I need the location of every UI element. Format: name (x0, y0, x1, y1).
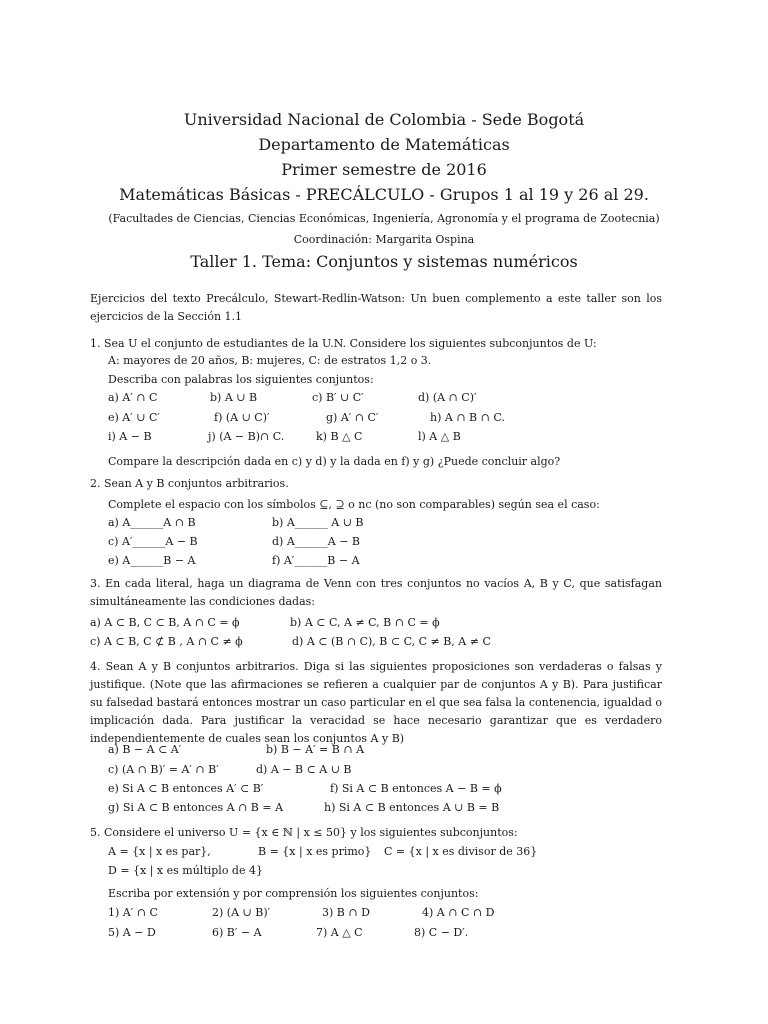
ex2-stem: 2. Sean A y B conjuntos arbitrarios. (90, 477, 289, 490)
ex5-stem: 5. Considere el universo U = {x ∈ ℕ | x ≤ 50} y los siguientes subconjuntos: (90, 826, 518, 839)
ex1-item: c) B′ ∪ C′ (312, 391, 364, 404)
ex2-item: d) A______A − B (272, 535, 361, 548)
ex4-item: c) (A ∩ B)′ = A′ ∩ B′ (108, 763, 219, 776)
ex1-stem: 1. Sea U el conjunto de estudiantes de la U.N. Considere los siguientes subconjuntos de U: (90, 337, 597, 350)
ex1-item: l) A △ B (418, 430, 461, 443)
intro-text: Ejercicios del texto Precálculo, Stewart-Redlin-Watson: Un buen complemento a este taller son los ejercicios de la Sección 1.1 (90, 292, 662, 323)
ex1-item: e) A′ ∪ C′ (108, 411, 160, 424)
course-title: Matemáticas Básicas - PRECÁLCULO - Grupos 1 al 19 y 26 al 29. (119, 185, 649, 204)
ex1-question: Compare la descripción dada en c) y d) y la dada en f) y g) ¿Puede concluir algo? (108, 455, 561, 468)
ex2-item: f) A′______B − A (272, 554, 360, 567)
ex5-item: 5) A − D (108, 926, 156, 939)
ex1-item: f) (A ∪ C)′ (214, 411, 270, 424)
ex5-item: 2) (A ∪ B)′ (212, 906, 271, 919)
ex3-item: a) A ⊂ B, C ⊂ B, A ∩ C = ϕ (90, 616, 240, 629)
ex4-item: d) A − B ⊂ A ∪ B (256, 763, 352, 776)
ex4-item: b) B − A′ = B ∩ A (266, 743, 365, 756)
ex5-set-d: D = {x | x es múltiplo de 4} (108, 864, 263, 877)
coordination: Coordinación: Margarita Ospina (293, 233, 475, 246)
ex5-item: 6) B′ − A (212, 926, 262, 939)
ex5-item: 8) C − D′. (414, 926, 469, 939)
ex4-item: f) Si A ⊂ B entonces A − B = ϕ (330, 782, 502, 795)
ex1-item: g) A′ ∩ C′ (326, 411, 379, 424)
faculties-note: (Facultades de Ciencias, Ciencias Económicas, Ingeniería, Agronomía y el programa de Zootecnia) (108, 212, 660, 225)
ex4-item: g) Si A ⊂ B entonces A ∩ B = A (108, 801, 284, 814)
ex1-defs: A: mayores de 20 años, B: mujeres, C: de estratos 1,2 o 3. (108, 354, 432, 367)
semester: Primer semestre de 2016 (281, 160, 487, 179)
ex1-item: j) (A − B)∩ C. (208, 430, 285, 443)
ex3-stem: 3. En cada literal, haga un diagrama de Venn con tres conjuntos no vacíos A, B y C, que satisfagan simultáneamente las condiciones dadas: (90, 577, 662, 608)
ex5-item: 1) A′ ∩ C (108, 906, 158, 919)
university-name: Universidad Nacional de Colombia - Sede Bogotá (183, 110, 585, 129)
ex5-instruction: Escriba por extensión y por comprensión los siguientes conjuntos: (108, 887, 479, 900)
ex1-item: b) A ∪ B (210, 391, 258, 404)
ex4-stem: 4. Sean A y B conjuntos arbitrarios. Diga si las siguientes proposiciones son verdaderas o falsas y justifique. (Note que las afirmaciones se refieren a cualquier par de conjuntos A y B). Para justificar su falsedad bastará entonces mostrar un caso particular en el que sea falsa la contenencia, igualdad o implicación dada. Para justificar la veracidad se hace necesario garantizar que es verdadero independientemente de cuales sean los conjuntos A y B) (90, 660, 663, 745)
ex1-item: d) (A ∩ C)′ (418, 391, 477, 404)
ex1-item: a) A′ ∩ C (108, 391, 158, 404)
ex2-instruction: Complete el espacio con los símbolos ⊆, ⊇ o nc (no son comparables) según sea el caso: (108, 498, 600, 511)
ex3-item: b) A ⊂ C, A ≠ C, B ∩ C = ϕ (290, 616, 440, 629)
ex5-set-b: B = {x | x es primo} (258, 845, 372, 858)
ex3-item: d) A ⊂ (B ∩ C), B ⊂ C, C ≠ B, A ≠ C (292, 635, 491, 648)
ex1-item: k) B △ C (316, 430, 363, 443)
ex2-item: b) A______ A ∪ B (272, 516, 364, 529)
ex2-item: c) A′______A − B (108, 535, 198, 548)
ex5-item: 7) A △ C (316, 926, 363, 939)
ex1-instruction: Describa con palabras los siguientes conjuntos: (108, 373, 374, 386)
ex2-item: a) A______A ∩ B (108, 516, 196, 529)
department-name: Departamento de Matemáticas (258, 135, 510, 154)
ex5-item: 3) B ∩ D (322, 906, 370, 919)
ex5-set-a: A = {x | x es par}, (108, 845, 211, 858)
ex2-item: e) A______B − A (108, 554, 196, 567)
ex4-item: e) Si A ⊂ B entonces A′ ⊂ B′ (108, 782, 264, 795)
ex4-item: a) B − A ⊂ A′ (108, 743, 182, 756)
worksheet-title: Taller 1. Tema: Conjuntos y sistemas numéricos (190, 252, 578, 271)
ex1-item: h) A ∩ B ∩ C. (430, 411, 505, 424)
ex5-set-c: C = {x | x es divisor de 36} (384, 845, 538, 858)
ex5-item: 4) A ∩ C ∩ D (422, 906, 495, 919)
ex4-item: h) Si A ⊂ B entonces A ∪ B = B (324, 801, 500, 814)
ex1-item: i) A − B (108, 430, 152, 443)
ex3-item: c) A ⊂ B, C ⊄ B , A ∩ C ≠ ϕ (90, 635, 243, 648)
